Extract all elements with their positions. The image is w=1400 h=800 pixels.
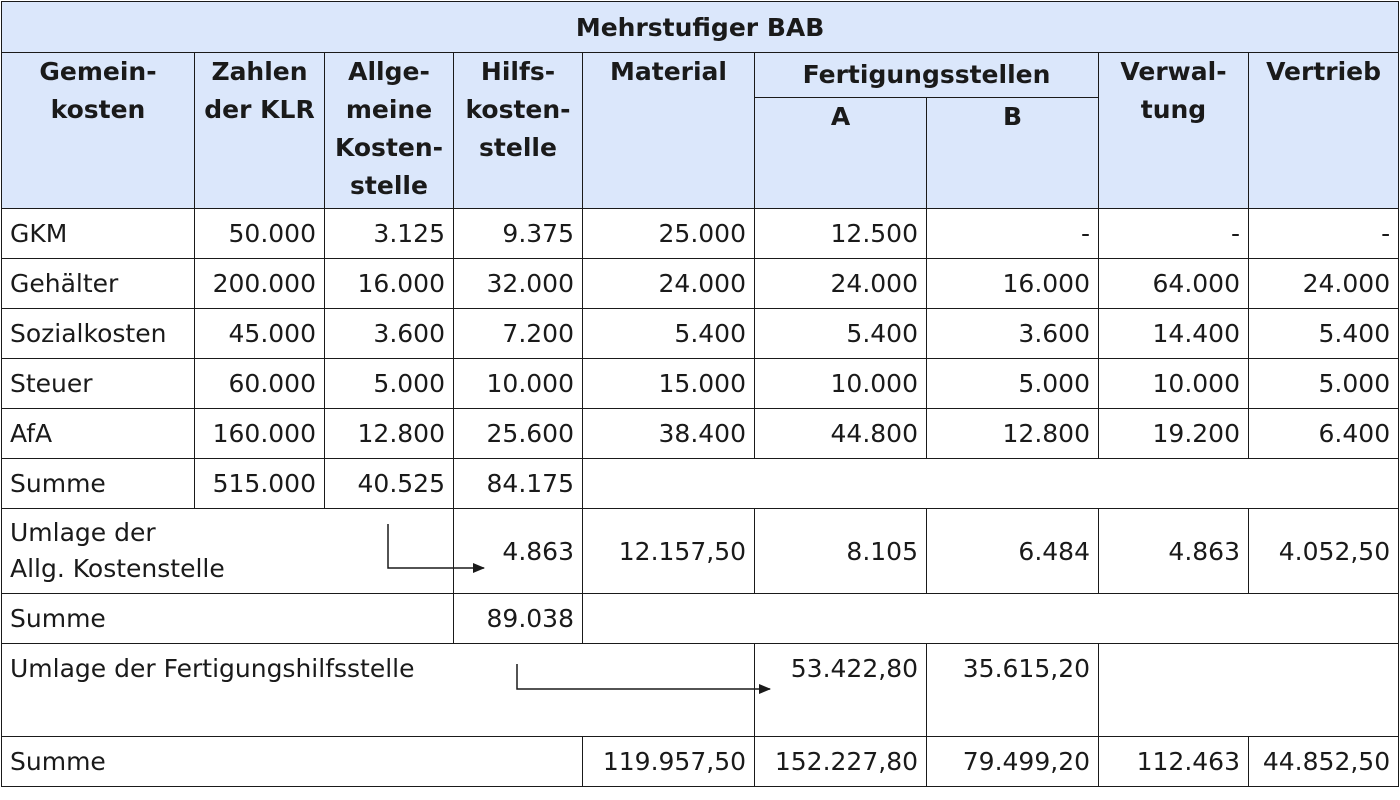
cell: 119.957,50 bbox=[583, 737, 755, 787]
cell: 10.000 bbox=[1099, 359, 1249, 409]
row-label: Umlage der Fertigungshilfsstelle bbox=[2, 644, 755, 737]
header-material: Material bbox=[583, 53, 755, 209]
row-label: Summe bbox=[2, 737, 583, 787]
cell: 32.000 bbox=[454, 259, 583, 309]
row-label: Gehälter bbox=[2, 259, 195, 309]
cell: 6.484 bbox=[927, 509, 1099, 594]
cell: 50.000 bbox=[195, 209, 325, 259]
cell: 24.000 bbox=[1249, 259, 1399, 309]
cell: 14.400 bbox=[1099, 309, 1249, 359]
header-fertigung-b: B bbox=[927, 98, 1099, 209]
cell: 3.125 bbox=[325, 209, 454, 259]
cell: 53.422,80 bbox=[755, 644, 927, 737]
cell: - bbox=[1099, 209, 1249, 259]
cell: 12.500 bbox=[755, 209, 927, 259]
cell: 24.000 bbox=[583, 259, 755, 309]
cell: 44.800 bbox=[755, 409, 927, 459]
row-label: Sozialkosten bbox=[2, 309, 195, 359]
row-label: GKM bbox=[2, 209, 195, 259]
cell: 89.038 bbox=[454, 594, 583, 644]
umlage-allg-row bbox=[2, 509, 1399, 594]
cell: 35.615,20 bbox=[927, 644, 1099, 737]
empty-cell bbox=[583, 459, 1399, 509]
cell: 16.000 bbox=[927, 259, 1099, 309]
empty-cell bbox=[583, 594, 1399, 644]
table-title: Mehrstufiger BAB bbox=[2, 2, 1399, 53]
table-row bbox=[2, 309, 1399, 359]
cell: 79.499,20 bbox=[927, 737, 1099, 787]
cell: 84.175 bbox=[454, 459, 583, 509]
cell: 5.000 bbox=[927, 359, 1099, 409]
cell: 5.000 bbox=[325, 359, 454, 409]
cell: 10.000 bbox=[755, 359, 927, 409]
cell: 64.000 bbox=[1099, 259, 1249, 309]
row-label: Umlage der Allg. Kostenstelle bbox=[2, 509, 454, 594]
table-row bbox=[2, 359, 1399, 409]
cell: 10.000 bbox=[454, 359, 583, 409]
cell: - bbox=[1249, 209, 1399, 259]
cell: 45.000 bbox=[195, 309, 325, 359]
cell: 8.105 bbox=[755, 509, 927, 594]
cell: 19.200 bbox=[1099, 409, 1249, 459]
header-vertrieb: Vertrieb bbox=[1249, 53, 1399, 209]
cell: - bbox=[927, 209, 1099, 259]
cell: 9.375 bbox=[454, 209, 583, 259]
cell: 5.400 bbox=[583, 309, 755, 359]
cell: 112.463 bbox=[1099, 737, 1249, 787]
cell: 25.600 bbox=[454, 409, 583, 459]
header-fertigung-a: A bbox=[755, 98, 927, 209]
header-zahlen: Zahlen der KLR bbox=[195, 53, 325, 209]
header-hilfskostenstelle: Hilfs- kosten- stelle bbox=[454, 53, 583, 209]
cell: 12.800 bbox=[927, 409, 1099, 459]
cell: 44.852,50 bbox=[1249, 737, 1399, 787]
table-row bbox=[2, 209, 1399, 259]
cell: 3.600 bbox=[325, 309, 454, 359]
cell: 152.227,80 bbox=[755, 737, 927, 787]
cell: 515.000 bbox=[195, 459, 325, 509]
summe-row-2 bbox=[2, 594, 1399, 644]
cell: 38.400 bbox=[583, 409, 755, 459]
cell: 12.800 bbox=[325, 409, 454, 459]
cell: 5.400 bbox=[1249, 309, 1399, 359]
cell: 16.000 bbox=[325, 259, 454, 309]
cell: 15.000 bbox=[583, 359, 755, 409]
cell: 200.000 bbox=[195, 259, 325, 309]
cell: 4.863 bbox=[454, 509, 583, 594]
cell: 7.200 bbox=[454, 309, 583, 359]
header-fertigungsstellen: Fertigungsstellen bbox=[755, 53, 1099, 98]
header-allg-kostenstelle: Allge- meine Kosten- stelle bbox=[325, 53, 454, 209]
header-verwaltung: Verwal- tung bbox=[1099, 53, 1249, 209]
cell: 5.000 bbox=[1249, 359, 1399, 409]
table-row bbox=[2, 259, 1399, 309]
cell: 12.157,50 bbox=[583, 509, 755, 594]
table-row bbox=[2, 409, 1399, 459]
cell: 24.000 bbox=[755, 259, 927, 309]
cell: 40.525 bbox=[325, 459, 454, 509]
header-gemeinkosten: Gemein- kosten bbox=[2, 53, 195, 209]
bab-table bbox=[1, 1, 1399, 787]
cell: 160.000 bbox=[195, 409, 325, 459]
summe-total-row bbox=[2, 737, 1399, 787]
summe-row-1 bbox=[2, 459, 1399, 509]
row-label: Summe bbox=[2, 459, 195, 509]
empty-cell bbox=[1099, 644, 1399, 737]
cell: 4.052,50 bbox=[1249, 509, 1399, 594]
cell: 60.000 bbox=[195, 359, 325, 409]
cell: 4.863 bbox=[1099, 509, 1249, 594]
umlage-fert-row bbox=[2, 644, 1399, 737]
cell: 3.600 bbox=[927, 309, 1099, 359]
cell: 6.400 bbox=[1249, 409, 1399, 459]
cell: 25.000 bbox=[583, 209, 755, 259]
cell: 5.400 bbox=[755, 309, 927, 359]
row-label: Summe bbox=[2, 594, 454, 644]
row-label: Steuer bbox=[2, 359, 195, 409]
row-label: AfA bbox=[2, 409, 195, 459]
